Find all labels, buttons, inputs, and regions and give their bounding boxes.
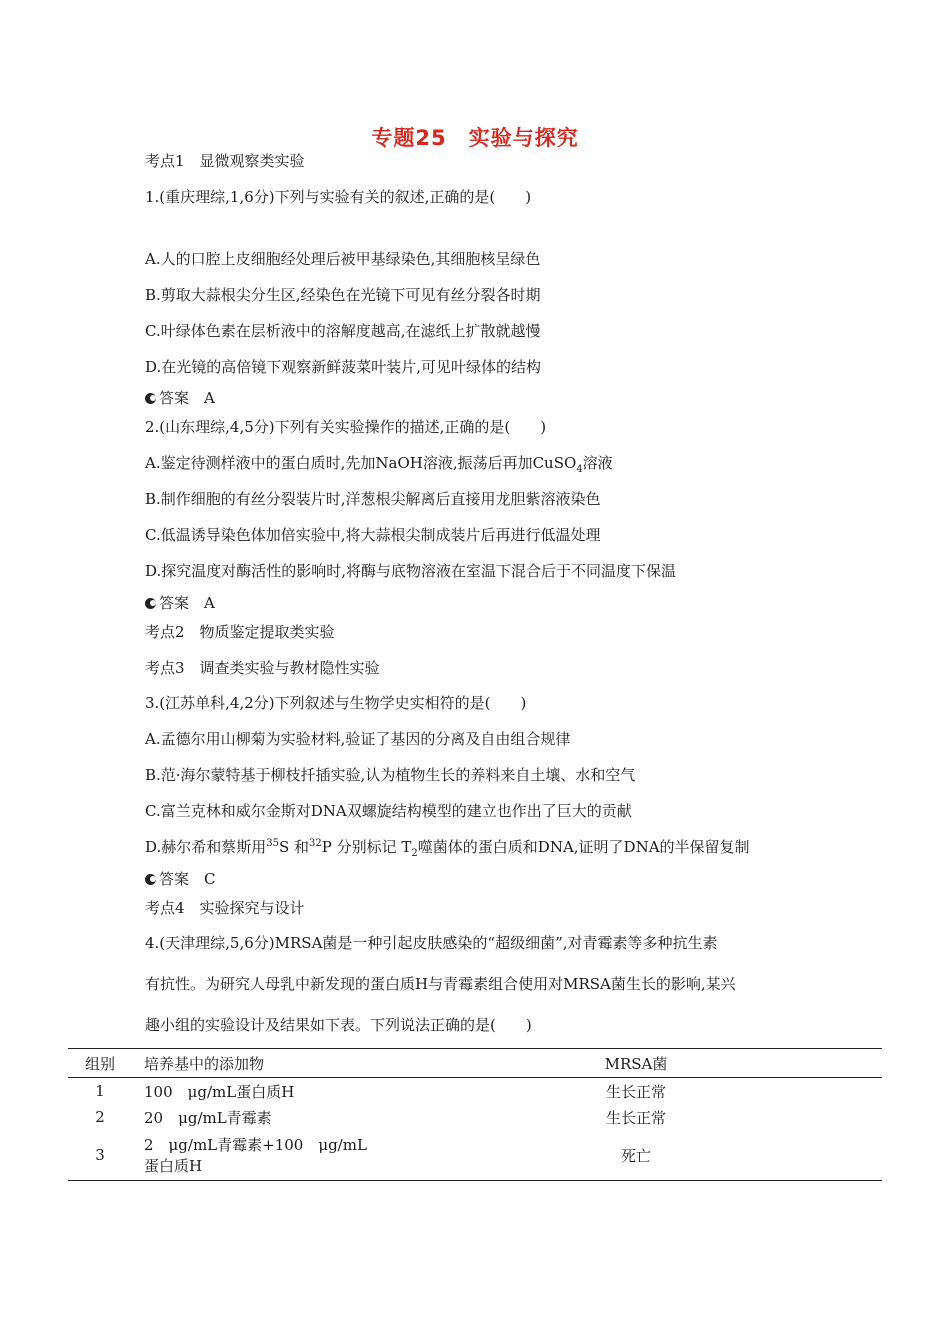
experiment-table	[68, 1048, 882, 1181]
question-1-option-a: A.人的口腔上皮细胞经处理后被甲基绿染色,其细胞核呈绿色	[145, 250, 541, 268]
column-header-additive: 培养基中的添加物	[132, 1049, 390, 1078]
question-4-stem-line-3: 趣小组的实验设计及结果如下表。下列说法正确的是( )	[145, 1016, 532, 1034]
question-3-option-c: C.富兰克林和威尔金斯对DNA双螺旋结构模型的建立也作出了巨大的贡献	[145, 802, 632, 820]
table-row	[68, 1104, 882, 1130]
question-1-stem: 1.(重庆理综,1,6分)下列与实验有关的叙述,正确的是( )	[145, 188, 532, 206]
additive-cell: 100 μg/mL蛋白质H	[144, 1082, 295, 1101]
question-1-option-d: D.在光镜的高倍镜下观察新鲜菠菜叶装片,可见叶绿体的结构	[145, 358, 542, 376]
question-3-option-d: D.赫尔希和蔡斯用$^{35}$S 和$^{32}$P 分别标记 $T_2$噬菌体的蛋白质和DNA,证明了DNA的半保留复制	[145, 838, 750, 859]
answer-icon	[145, 598, 156, 609]
question-3-stem: 3.(江苏单科,4,2分)下列叙述与生物学史实相符的是( )	[145, 694, 527, 712]
group-cell: 2	[95, 1108, 105, 1126]
question-2-stem: 2.(山东理综,4,5分)下列有关实验操作的描述,正确的是( )	[145, 418, 547, 436]
table-row	[68, 1078, 882, 1105]
question-1-answer: 答案 A	[145, 388, 215, 408]
section-heading-2: 考点2 物质鉴定提取类实验	[145, 623, 335, 641]
section-heading-3: 考点3 调查类实验与教材隐性实验	[145, 659, 380, 677]
table-row	[68, 1130, 882, 1181]
result-cell: 生长正常	[605, 1082, 666, 1101]
result-cell: 死亡	[390, 1130, 882, 1181]
question-3-answer: 答案 C	[145, 869, 215, 889]
question-4-stem-line-1: 4.(天津理综,5,6分)MRSA菌是一种引起皮肤感染的“超级细菌”,对青霉素等多种抗生素	[145, 934, 718, 952]
group-cell: 1	[95, 1082, 105, 1100]
question-2-option-c: C.低温诱导染色体加倍实验中,将大蒜根尖制成装片后再进行低温处理	[145, 526, 601, 544]
column-header-mrsa: MRSA菌	[390, 1049, 882, 1078]
answer-icon	[145, 393, 156, 404]
answer-icon	[145, 874, 156, 885]
group-cell: 3	[68, 1130, 132, 1181]
additive-cell: 20 μg/mL青霉素	[144, 1108, 272, 1127]
additive-cell: 2 μg/mL青霉素+100 μg/mL 蛋白质H	[132, 1130, 390, 1181]
question-2-answer: 答案 A	[145, 593, 215, 613]
section-heading-1: 考点1 显微观察类实验	[145, 152, 305, 170]
result-cell: 生长正常	[605, 1108, 666, 1127]
question-3-option-a: A.孟德尔用山柳菊为实验材料,验证了基因的分离及自由组合规律	[145, 730, 571, 748]
question-3-option-b: B.范·海尔蒙特基于柳枝扦插实验,认为植物生长的养料来自土壤、水和空气	[145, 766, 636, 784]
table-header-row	[68, 1049, 882, 1078]
question-2-option-a: A.鉴定待测样液中的蛋白质时,先加NaOH溶液,振荡后再加CuSO$_4$溶液	[145, 454, 613, 475]
page-title: 专题25 实验与探究	[371, 126, 579, 150]
section-heading-4: 考点4 实验探究与设计	[145, 899, 305, 917]
question-2-option-d: D.探究温度对酶活性的影响时,将酶与底物溶液在室温下混合后于不同温度下保温	[145, 562, 677, 580]
question-1-option-c: C.叶绿体色素在层析液中的溶解度越高,在滤纸上扩散就越慢	[145, 322, 541, 340]
question-4-stem-line-2: 有抗性。为研究人母乳中新发现的蛋白质H与青霉素组合使用对MRSA菌生长的影响,某兴	[145, 975, 736, 993]
column-header-group: 组别	[68, 1049, 132, 1078]
question-2-option-b: B.制作细胞的有丝分裂装片时,洋葱根尖解离后直接用龙胆紫溶液染色	[145, 490, 601, 508]
question-1-option-b: B.剪取大蒜根尖分生区,经染色在光镜下可见有丝分裂各时期	[145, 286, 541, 304]
